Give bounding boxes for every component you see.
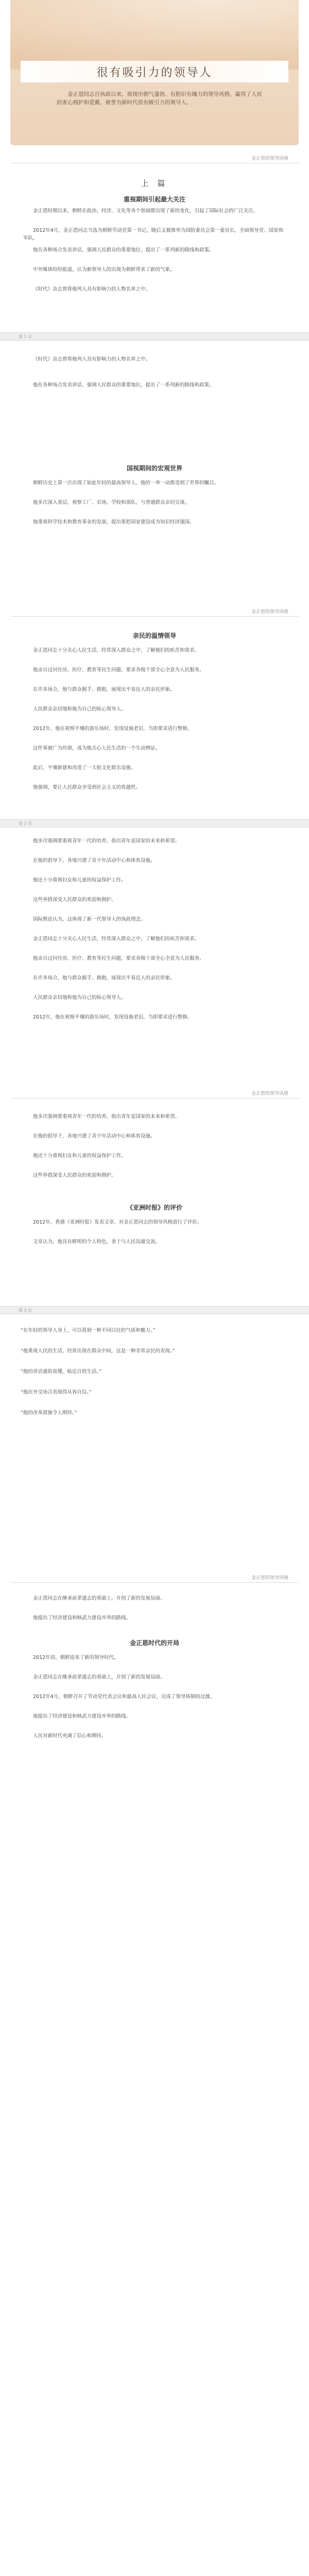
paragraph: 他在各种场合发表讲话，强调人民群众的重要地位，提出了一系列新的路线和政策。 bbox=[33, 247, 214, 253]
header-mark: 金正恩的领导风格 bbox=[251, 1091, 288, 1096]
paragraph: 《时代》杂志曾将他列入具有影响力的人物名单之中。 bbox=[33, 357, 151, 362]
quote: “他在外交场合表现得从容自信。” bbox=[21, 1389, 92, 1395]
cover-background bbox=[10, 0, 299, 70]
cover-banner bbox=[10, 0, 299, 145]
paragraph: 中外媒体纷纷报道，认为新领导人的出现为朝鲜带来了新的气象。 bbox=[33, 267, 175, 273]
quote: “他的改革措施令人期待。” bbox=[21, 1410, 77, 1416]
paragraph: 金正恩时期以来，朝鲜在政治、经济、文化等各个领域都出现了新的变化，引起了国际社会的广泛关注。 bbox=[33, 208, 259, 214]
paragraph: 他多次强调要重视青年一代的培养，指出青年是国家的未来和希望。 bbox=[33, 838, 180, 844]
paragraph: 国际舆论认为，这体现了新一代领导人的执政理念。 bbox=[33, 917, 146, 922]
paragraph: 他多次深入基层，视察工厂、农场、学校和部队，与普通群众亲切交谈。 bbox=[33, 500, 190, 505]
paragraph: 他重视科学技术和教育事业的发展，提出要把国家建设成为知识经济强国。 bbox=[33, 519, 195, 525]
paragraph: 文章认为，他具有鲜明的个人特色，善于与人民沟通交流。 bbox=[33, 1239, 161, 1245]
header-mark: 金正恩的领导风格 bbox=[251, 156, 288, 161]
quote: “他重视人民的生活，经常出现在群众中间，这是一种非常亲民的表现。” bbox=[21, 1348, 175, 1354]
paragraph: 金正恩同志十分关心人民生活，经常深入群众之中，了解他们的疾苦和需求。 bbox=[33, 936, 200, 942]
paragraph: 他提出了经济建设和核武力建设并举的路线。 bbox=[33, 1615, 131, 1621]
paragraph: 他还十分重视妇女和儿童的权益保护工作。 bbox=[33, 1153, 126, 1159]
section-heading: 国视期间的宏观世界 bbox=[126, 465, 182, 472]
paragraph: 这件事被广为传颂，成为他关心人民生活的一个生动例证。 bbox=[33, 745, 161, 751]
paragraph: 在他的倡导下，各地兴建了青少年活动中心和体育设施。 bbox=[33, 858, 156, 863]
section-heading: 亲民的温情领导 bbox=[132, 632, 176, 639]
paragraph: 他强调，要让人民群众享受到社会主义的优越性。 bbox=[33, 785, 141, 790]
paragraph: 朝鲜历史上第一次出现了如此年轻的最高领导人，他的一举一动都受到了世界的瞩目。 bbox=[33, 480, 219, 486]
paragraph: 他亲自过问住房、医疗、教育等民生问题，要求各级干部全心全意为人民服务。 bbox=[33, 956, 204, 961]
paragraph: 他提出了经济建设和核武力建设并举的路线。 bbox=[33, 1714, 131, 1719]
chapter-title: 上 篇 bbox=[141, 179, 168, 188]
divider bbox=[10, 1582, 299, 1583]
paragraph: 2012年，他在视察平壤的游乐场时，发现设施老旧，当即要求进行整修。 bbox=[33, 1014, 193, 1020]
paragraph: 这些举措深受人民群众的欢迎和拥护。 bbox=[33, 1173, 116, 1178]
cover-title: 很有吸引力的领导人 bbox=[96, 66, 213, 79]
section-heading: 《亚洲时报》的评价 bbox=[126, 1204, 182, 1211]
paragraph: 金正恩同志在继承前辈遗志的基础上，开创了新的发展局面。 bbox=[33, 1596, 165, 1601]
paragraph: 这些举措深受人民群众的欢迎和拥护。 bbox=[33, 897, 116, 903]
cover-summary: 金正恩同志自执政以来，展现出朝气蓬勃、有胆识有魄力的领导风格，赢得了人民的衷心拥护和爱戴，被誉为新时代很有吸引力的领导人。 bbox=[57, 91, 262, 106]
paragraph: 他亲自过问住房、医疗、教育等民生问题，要求各级干部全心全意为人民服务。 bbox=[33, 667, 204, 673]
paragraph: 他在各种场合发表讲话，强调人民群众的重要地位，提出了一系列新的路线和政策。 bbox=[33, 382, 214, 388]
page-number: 第 1 页 bbox=[19, 334, 32, 339]
page-break bbox=[0, 1306, 309, 1314]
paragraph: 他多次强调要重视青年一代的培养，指出青年是国家的未来和希望。 bbox=[33, 1114, 180, 1120]
page-break bbox=[0, 332, 309, 341]
quote: “在年轻的领导人身上，可以看到一种不同以往的气质和魅力。” bbox=[21, 1328, 156, 1333]
page-number: 第 3 页 bbox=[19, 1308, 32, 1313]
paragraph: 在许多场合，他与群众握手、拥抱，展现出平易近人的亲民形象。 bbox=[33, 975, 175, 981]
paragraph: 2012年，香港《亚洲时报》发表文章，对金正恩同志的领导风格进行了评价。 bbox=[33, 1219, 202, 1225]
paragraph: 《时代》杂志曾将他列入具有影响力的人物名单之中。 bbox=[33, 286, 151, 292]
paragraph: 2012年，他在视察平壤的游乐场时，发现设施老旧，当即要求进行整修。 bbox=[33, 726, 193, 732]
paragraph: 金正恩同志十分关心人民生活，经常深入群众之中，了解他们的疾苦和需求。 bbox=[33, 648, 200, 653]
paragraph: 他还十分重视妇女和儿童的权益保护工作。 bbox=[33, 877, 126, 883]
section-heading: 金正恩时代的开局 bbox=[129, 1639, 179, 1647]
divider bbox=[10, 616, 299, 617]
page-number: 第 2 页 bbox=[19, 821, 32, 826]
paragraph: 人民对新时代充满了信心和期待。 bbox=[33, 1733, 107, 1739]
paragraph: 金正恩同志在继承前辈遗志的基础上，开创了新的发展局面。 bbox=[33, 1674, 165, 1680]
paragraph: 2012年4月，金正恩同志当选为朝鲜劳动党第一书记，随后又被推举为国防委员会第一委员长，全面领导党、国家和军队。 bbox=[23, 228, 284, 241]
paragraph: 2012年初，朝鲜迎来了新的领导时代。 bbox=[33, 1655, 119, 1660]
paragraph: 此后，平壤新建和改造了一大批文化娱乐设施。 bbox=[33, 765, 136, 771]
paragraph: 人民群众亲切地称他为自己的贴心领导人。 bbox=[33, 995, 126, 1001]
header-mark: 金正恩的领导风格 bbox=[251, 1575, 288, 1581]
paragraph: 人民群众亲切地称他为自己的贴心领导人。 bbox=[33, 706, 126, 712]
paragraph: 在他的倡导下，各地兴建了青少年活动中心和体育设施。 bbox=[33, 1133, 156, 1139]
quote: “他的讲话通俗易懂，贴近百姓生活。” bbox=[21, 1369, 102, 1375]
section-heading: 重视期间引起最大关注 bbox=[123, 196, 185, 203]
paragraph: 在许多场合，他与群众握手、拥抱，展现出平易近人的亲民形象。 bbox=[33, 687, 175, 692]
header-mark: 金正恩的领导风格 bbox=[251, 609, 288, 615]
page-break bbox=[0, 819, 309, 827]
paragraph: 2012年4月，朝鲜召开了劳动党代表会议和最高人民会议，完成了领导体制的过渡。 bbox=[33, 1694, 215, 1700]
